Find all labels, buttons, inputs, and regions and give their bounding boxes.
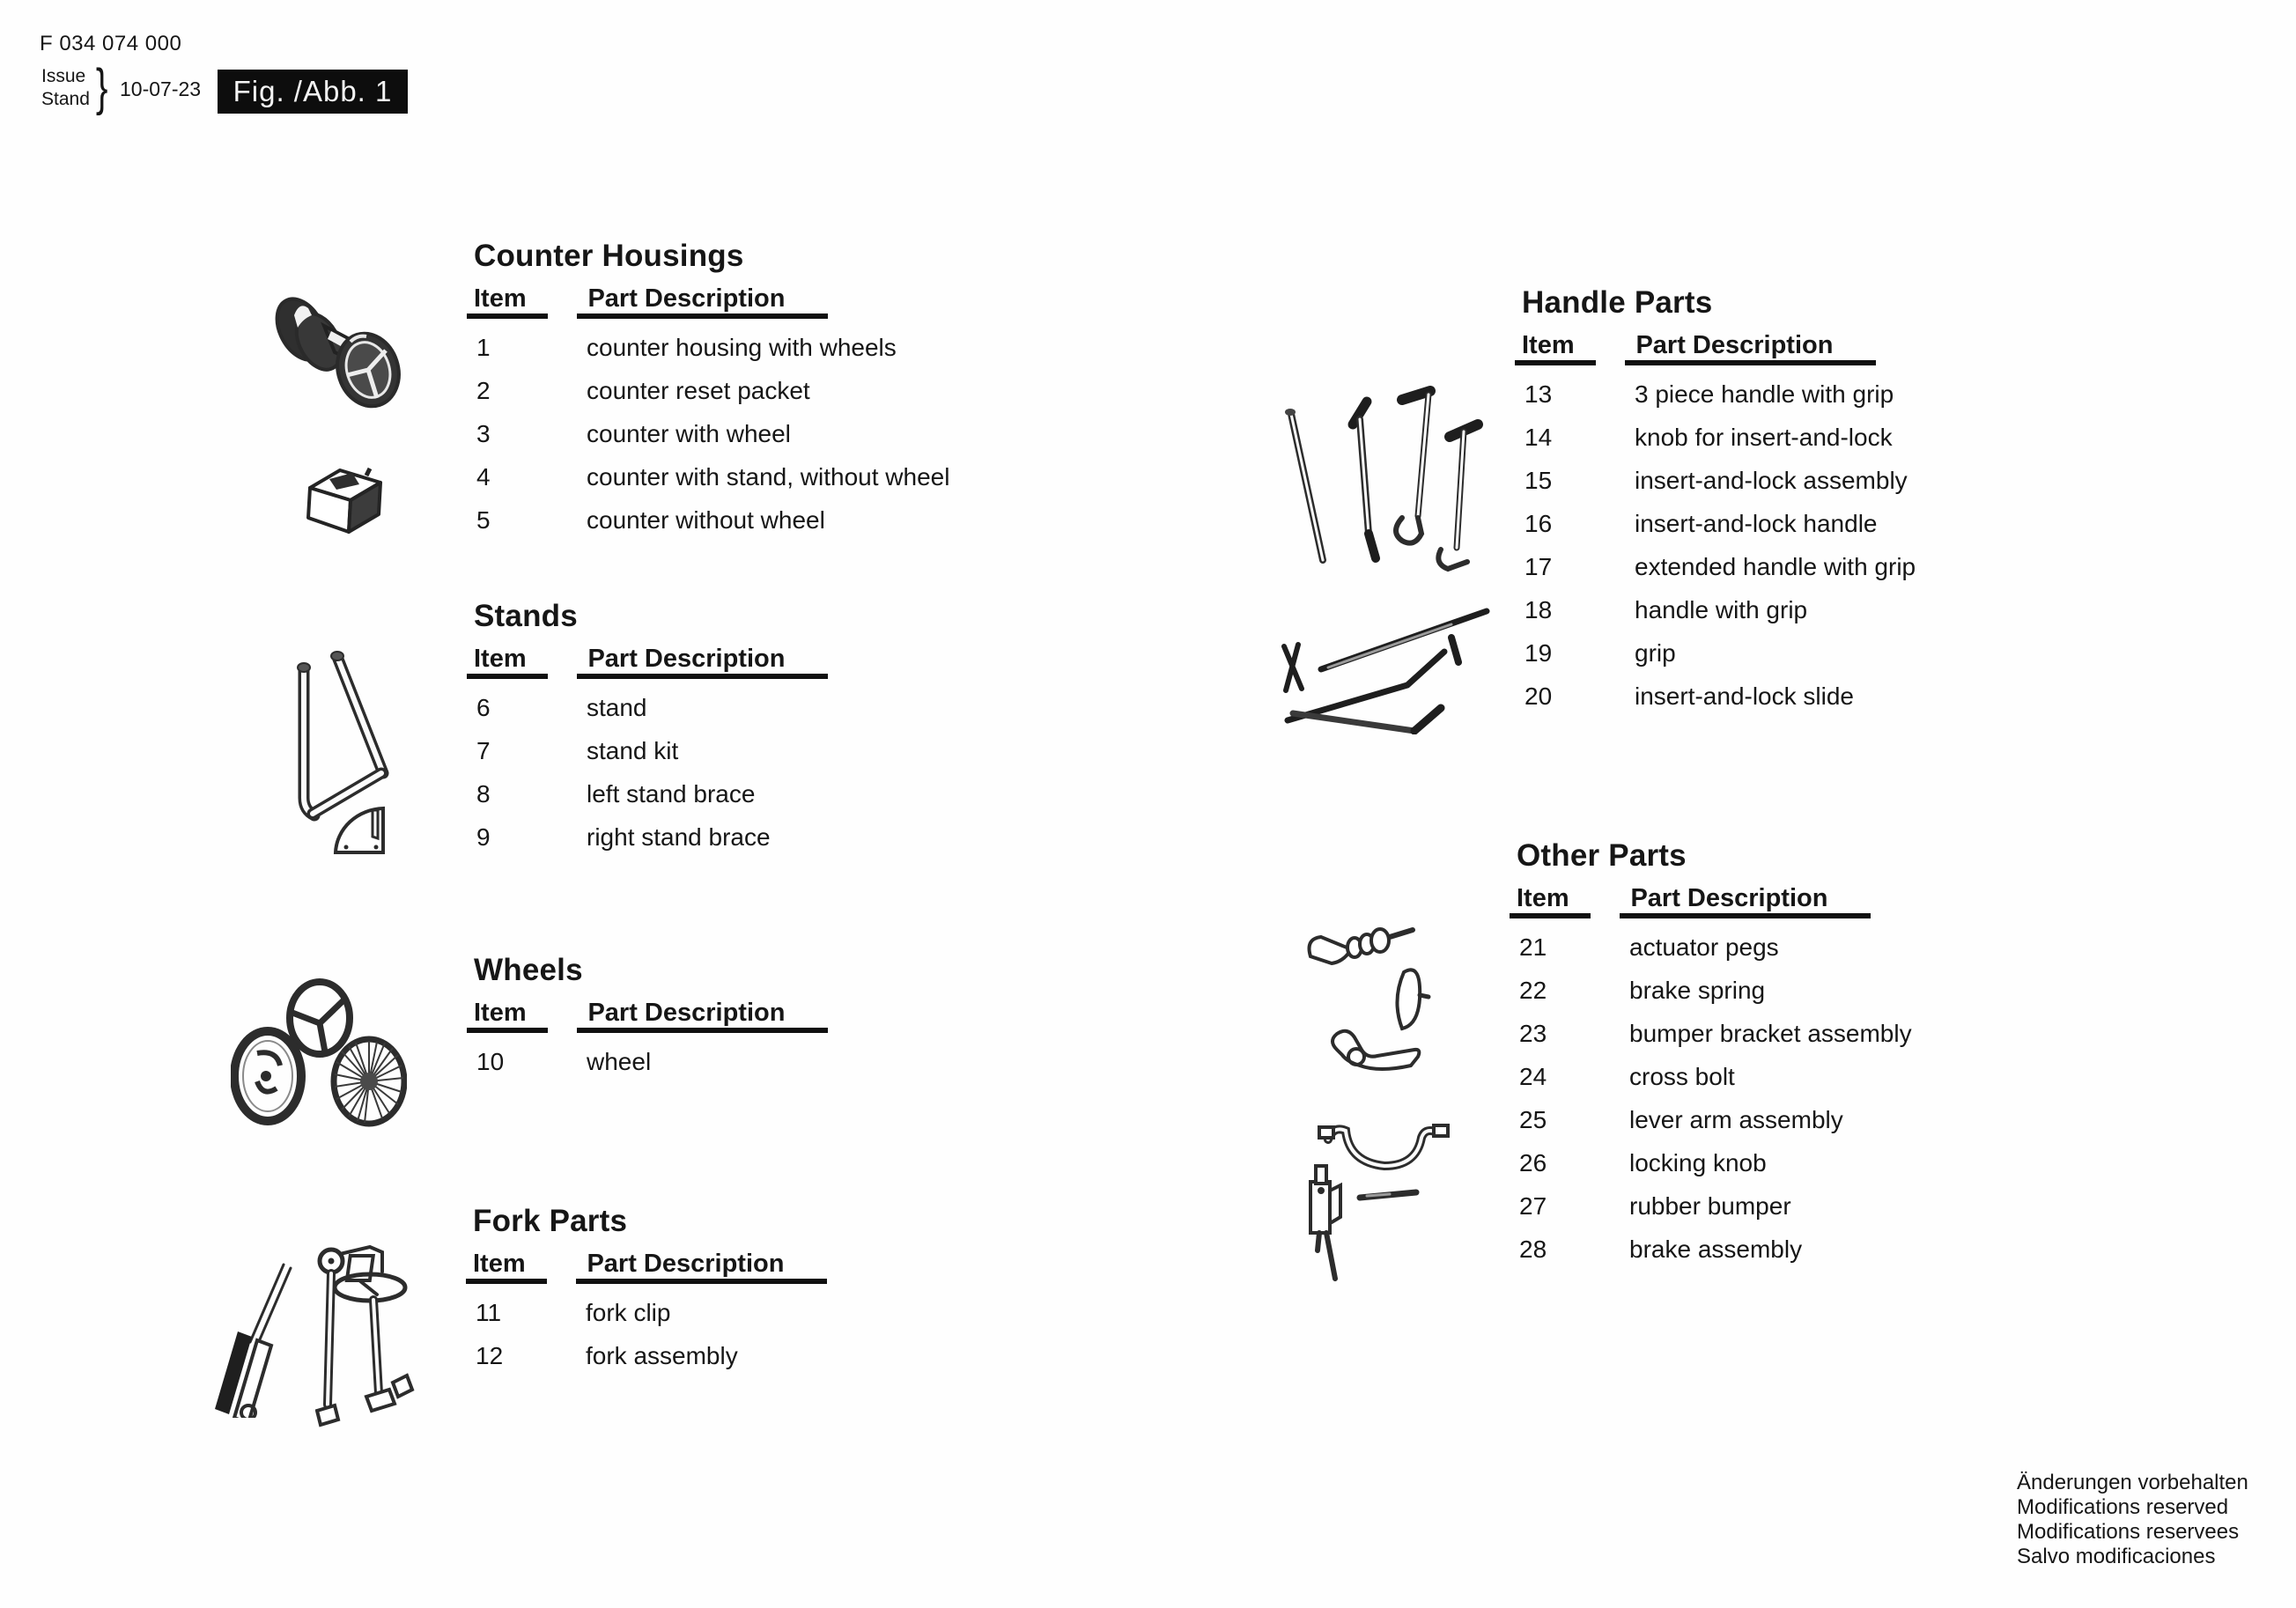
table-row	[474, 419, 949, 462]
fork-clip-illustration	[211, 1258, 292, 1418]
table-row	[1517, 976, 1912, 1019]
item-number: 15	[1525, 467, 1553, 494]
description-header-rule	[1625, 360, 1876, 365]
part-description: counter housing with wheels	[587, 334, 897, 361]
item-header-rule	[467, 674, 548, 679]
part-description: insert-and-lock handle	[1635, 510, 1878, 537]
note-line-en: Modifications reserved	[2017, 1495, 2229, 1519]
section-fork-parts	[473, 1204, 785, 1369]
part-description: stand	[587, 694, 647, 721]
description-column-header: Part Description	[587, 284, 786, 313]
part-description: lever arm assembly	[1629, 1106, 1843, 1133]
table-row	[1517, 1235, 1912, 1278]
part-description: left stand brace	[587, 780, 756, 808]
modifications-note	[2017, 1471, 2248, 1569]
table-row	[1517, 1105, 1912, 1148]
item-number: 10	[476, 1048, 505, 1075]
counter-housing-illustration	[273, 289, 405, 417]
section-handle-parts	[1522, 285, 1916, 710]
table-row	[1517, 1062, 1912, 1105]
description-column-header: Part Description	[587, 999, 786, 1027]
section-title: Counter Housings	[474, 239, 744, 273]
item-number: 19	[1525, 639, 1553, 667]
item-column-header: Item	[474, 645, 527, 673]
description-header-rule	[1620, 913, 1871, 918]
table-row	[1522, 509, 1916, 552]
issue-label: Issue	[41, 66, 86, 86]
item-number: 27	[1519, 1192, 1547, 1220]
description-column-header: Part Description	[587, 645, 786, 673]
section-title: Other Parts	[1517, 838, 1687, 873]
table-header	[474, 645, 785, 674]
table-header	[474, 284, 785, 313]
table-row	[1522, 682, 1916, 725]
table-body	[474, 333, 949, 549]
counter-box-illustration	[305, 465, 388, 539]
table-row	[1517, 933, 1912, 976]
description-column-header: Part Description	[587, 1250, 785, 1278]
item-number: 22	[1519, 977, 1547, 1004]
item-number: 8	[476, 780, 491, 808]
item-number: 4	[476, 463, 491, 491]
part-number: F 034 074 000	[40, 32, 182, 55]
part-description: extended handle with grip	[1635, 553, 1916, 580]
description-column-header: Part Description	[1635, 331, 1834, 359]
part-description: 3 piece handle with grip	[1635, 380, 1894, 408]
item-number: 5	[476, 506, 491, 534]
item-column-header: Item	[1517, 884, 1569, 912]
section-wheels	[474, 953, 786, 1075]
section-counter-housings	[474, 239, 950, 534]
item-number: 26	[1519, 1149, 1547, 1176]
brace-glyph: }	[95, 59, 108, 116]
item-column-header: Item	[1522, 331, 1575, 359]
part-description: handle with grip	[1635, 596, 1808, 623]
table-row	[1522, 423, 1916, 466]
item-number: 25	[1519, 1106, 1547, 1133]
part-description: cross bolt	[1629, 1063, 1735, 1090]
description-header-rule	[577, 1028, 828, 1033]
table-body	[1517, 933, 1912, 1278]
part-description: rubber bumper	[1629, 1192, 1791, 1220]
part-description: locking knob	[1629, 1149, 1767, 1176]
table-row	[1517, 1191, 1912, 1235]
table-row	[474, 333, 949, 376]
part-description: brake assembly	[1629, 1236, 1803, 1263]
item-number: 12	[476, 1342, 504, 1369]
part-description: counter with stand, without wheel	[587, 463, 950, 491]
item-column-header: Item	[473, 1250, 526, 1278]
item-header-rule	[467, 1028, 548, 1033]
section-stands	[474, 599, 786, 851]
part-description: counter reset packet	[587, 377, 810, 404]
part-description: fork assembly	[586, 1342, 738, 1369]
part-description: stand kit	[587, 737, 679, 764]
part-description: wheel	[587, 1048, 652, 1075]
table-row	[474, 505, 949, 549]
table-row	[474, 1047, 651, 1090]
note-line-fr: Modifications reservees	[2017, 1520, 2240, 1544]
item-number: 9	[476, 823, 491, 851]
item-column-header: Item	[474, 999, 527, 1027]
stand-illustration	[292, 650, 393, 863]
section-title: Fork Parts	[473, 1204, 628, 1238]
part-description: counter with wheel	[587, 420, 791, 447]
part-description: counter without wheel	[587, 506, 825, 534]
item-number: 13	[1525, 380, 1553, 408]
table-body	[474, 1047, 651, 1090]
section-title: Handle Parts	[1522, 285, 1713, 320]
table-header	[473, 1250, 784, 1279]
table-body	[1522, 380, 1916, 725]
fork-assembly-illustration	[315, 1242, 417, 1431]
item-number: 3	[476, 420, 491, 447]
description-header-rule	[577, 674, 828, 679]
item-header-rule	[466, 1279, 547, 1284]
item-number: 21	[1519, 933, 1547, 961]
part-description: bumper bracket assembly	[1629, 1020, 1912, 1047]
item-column-header: Item	[474, 284, 527, 313]
issue-date: 10-07-23	[120, 77, 202, 100]
table-row	[474, 693, 771, 736]
issue-stand-label	[41, 65, 90, 111]
description-header-rule	[577, 313, 828, 319]
table-row	[1522, 466, 1916, 509]
table-header	[474, 999, 785, 1028]
item-number: 16	[1525, 510, 1553, 537]
wheels-illustration	[231, 977, 407, 1129]
part-description: grip	[1635, 639, 1676, 667]
description-column-header: Part Description	[1630, 884, 1828, 912]
item-number: 14	[1525, 424, 1553, 451]
part-description: fork clip	[586, 1299, 671, 1326]
table-row	[473, 1298, 738, 1341]
item-number: 28	[1519, 1236, 1547, 1263]
item-number: 20	[1525, 682, 1553, 710]
note-line-es: Salvo modificaciones	[2017, 1545, 2216, 1568]
table-body	[473, 1298, 738, 1384]
item-number: 7	[476, 737, 491, 764]
table-row	[1522, 595, 1916, 638]
section-other-parts	[1517, 838, 1912, 1263]
item-number: 23	[1519, 1020, 1547, 1047]
item-header-rule	[1510, 913, 1591, 918]
table-row	[474, 822, 771, 866]
table-row	[474, 779, 771, 822]
table-row	[474, 462, 949, 505]
table-body	[474, 693, 771, 866]
table-header	[1517, 884, 1827, 913]
table-row	[473, 1341, 738, 1384]
item-number: 11	[476, 1299, 502, 1326]
item-number: 24	[1519, 1063, 1547, 1090]
item-number: 18	[1525, 596, 1553, 623]
table-row	[474, 736, 771, 779]
note-line-de: Änderungen vorbehalten	[2017, 1471, 2248, 1494]
description-header-rule	[576, 1279, 827, 1284]
item-number: 2	[476, 377, 491, 404]
handles-upper-illustration	[1277, 386, 1484, 572]
section-title: Stands	[474, 599, 578, 633]
item-header-rule	[467, 313, 548, 319]
table-row	[1522, 638, 1916, 682]
handles-lower-illustration	[1275, 601, 1494, 734]
stand-label: Stand	[41, 89, 90, 109]
part-description: knob for insert-and-lock	[1635, 424, 1893, 451]
other-parts-illustration	[1305, 926, 1459, 1286]
item-number: 6	[476, 694, 491, 721]
section-title: Wheels	[474, 953, 583, 987]
part-description: insert-and-lock slide	[1635, 682, 1854, 710]
table-row	[1522, 380, 1916, 423]
table-row	[474, 376, 949, 419]
part-description: actuator pegs	[1629, 933, 1779, 961]
table-header	[1522, 331, 1833, 360]
table-row	[1522, 552, 1916, 595]
item-number: 1	[476, 334, 491, 361]
figure-badge: Fig. /Abb. 1	[218, 70, 408, 114]
item-header-rule	[1515, 360, 1596, 365]
part-description: brake spring	[1629, 977, 1766, 1004]
item-number: 17	[1525, 553, 1553, 580]
table-row	[1517, 1148, 1912, 1191]
part-description: right stand brace	[587, 823, 771, 851]
table-row	[1517, 1019, 1912, 1062]
part-description: insert-and-lock assembly	[1635, 467, 1908, 494]
